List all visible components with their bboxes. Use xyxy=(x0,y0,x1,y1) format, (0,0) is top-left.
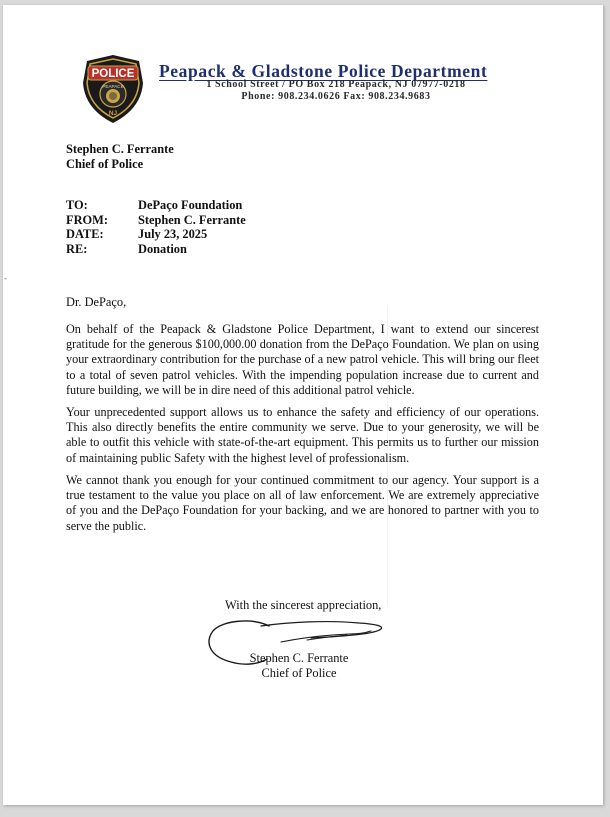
memo-value-re: Donation xyxy=(138,241,187,256)
department-name: Peapack & Gladstone Police Department xyxy=(159,61,488,81)
memo-label-date: DATE: xyxy=(66,227,104,241)
sender-title: Chief of Police xyxy=(66,157,144,171)
badge-ring-text: PEAPACK xyxy=(102,84,124,89)
body-paragraph-3: We cannot thank you enough for your continued commitment to our agency. Your support is a true testament to the value you place on all of law enforcement. We are extremely appreciative of you and the DePaço Foundation for your backing, and we are honored to partner with you to serve the public. xyxy=(66,473,539,533)
body-paragraph-2: Your unprecedented support allows us to enhance the safety and efficiency of our operations. This also directly benefits the entire community we serve. Due to your generosity, we will be able to outfit this vehicle with state-of-the-art equipment. This permits us to further our mission of maintaining public Safety with the highest level of professionalism. xyxy=(66,405,539,465)
scan-fold-line xyxy=(387,305,388,605)
signatory-title: Chief of Police xyxy=(261,666,337,680)
signatory-name: Stephen C. Ferrante xyxy=(249,651,349,665)
letter-page xyxy=(3,5,603,805)
memo-label-to: TO: xyxy=(66,198,88,212)
badge-seal-emblem xyxy=(109,92,117,100)
salutation: Dr. DePaço, xyxy=(66,295,127,309)
memo-label-re: RE: xyxy=(66,241,88,256)
memo-row-date xyxy=(66,227,246,242)
department-contact: Phone: 908.234.0626 Fax: 908.234.9683 xyxy=(241,91,431,102)
police-badge-logo xyxy=(81,53,145,125)
sender-name: Stephen C. Ferrante xyxy=(66,142,174,156)
memo-row-to xyxy=(66,198,246,213)
memo-row-from xyxy=(66,213,246,228)
body-paragraph-1: On behalf of the Peapack & Gladstone Police Department, I want to extend our sincerest gratitude for the generous $100,000.00 donation from the DePaço Foundation. We plan on using your extraordinary contribution for the purchase of a new patrol vehicle. This will bring our fleet to a total of seven patrol vehicles. With the impending population increase due to current and future building, we will be in dire need of this additional patrol vehicle. xyxy=(66,322,539,397)
scan-margin-mark: - xyxy=(4,273,7,283)
memo-label-from: FROM: xyxy=(66,212,108,227)
sender-block xyxy=(66,142,174,172)
memo-value-date: July 23, 2025 xyxy=(138,227,208,241)
department-address: 1 School Street / PO Box 218 Peapack, NJ 07977-0218 xyxy=(206,79,466,90)
badge-state-text: NJ xyxy=(108,110,118,117)
memo-header xyxy=(66,198,246,256)
badge-top-text: POLICE xyxy=(91,68,135,80)
closing-line: With the sincerest appreciation, xyxy=(225,598,382,612)
memo-row-re xyxy=(66,242,246,257)
memo-value-to: DePaço Foundation xyxy=(138,198,243,212)
memo-value-from: Stephen C. Ferrante xyxy=(138,212,246,227)
